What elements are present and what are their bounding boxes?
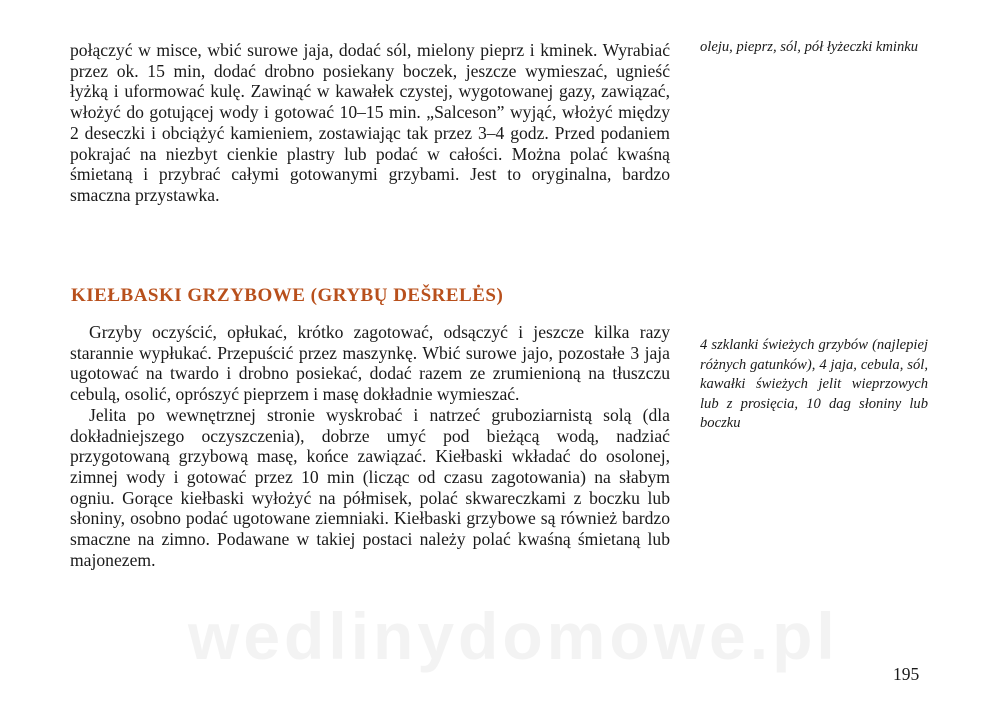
recipe-body [70, 322, 670, 570]
ingredients-text: 4 szklanki świeżych grzybów (najlepiej różnych gatunków), 4 jaja, cebula, sól, kawałki świeżych jelit wieprzowych lub z prosięcia, 10 dag słoniny lub boczku [700, 337, 928, 431]
intro-text-block [70, 40, 670, 206]
sidebar-ingredients-continued [700, 38, 928, 58]
recipe-paragraph-1: Grzyby oczyścić, opłukać, krótko zagotować, odsączyć i jeszcze kilka razy starannie wypłukać. Przepuścić przez maszynkę. Wbić surowe jajo, pozostałe 3 jaja ugotować na twardo i drobno posiekać, dodać razem ze zrumienioną na tłuszczu cebulą, osolić, oprószyć pieprzem i masę dokładnie wymieszać. [70, 322, 670, 405]
ingredients-sidebar [700, 336, 928, 434]
intro-paragraph: połączyć w misce, wbić surowe jaja, dodać sól, mielony pieprz i kminek. Wyrabiać przez ok. 15 min, dodać drobno posiekany boczek, jeszcze wymieszać, ugnieść łyżką i uformować kulę. Zawinąć w kawałek czystej, wygotowanej gazy, zawiązać, włożyć do gotującej wody i gotować 10–15 min. „Salceson” wyjąć, włożyć między 2 deseczki i obciążyć kamieniem, zostawiając tak przez 3–4 godz. Przed podaniem pokrajać na niezbyt cienkie plastry lub podać w całości. Można polać kwaśną śmietaną i przybrać całymi gotowanymi grzybami. Jest to oryginalna, bardzo smaczna przystawka. [70, 40, 670, 205]
watermark: wedlinydomowe.pl [188, 599, 839, 673]
sidebar-top-text: oleju, pieprz, sól, pół łyżeczki kminku [700, 39, 919, 55]
recipe-paragraph-2: Jelita po wewnętrznej stronie wyskrobać i natrzeć gruboziarnistą solą (dla dokładniejszego oczyszczenia), dobrze umyć pod bieżącą wodą, nadziać przygotowaną grzybową masę, końce zawiązać. Kiełbaski wkładać do osolonej, zimnej wody i gotować przez 10 min (licząc od czasu zagotowania) na słabym ogniu. Gorące kiełbaski wyłożyć na półmisek, polać skwareczkami z boczku lub słoniny, osobno podać ugotowane ziemniaki. Kiełbaski grzybowe są również bardzo smaczne na zimno. Podawane w takiej postaci należy polać kwaśną śmietaną lub majonezem. [70, 404, 670, 570]
page-number: 195 [893, 664, 920, 684]
section-title: KIEŁBASKI GRZYBOWE (GRYBŲ DEŠRELĖS) [71, 285, 504, 306]
